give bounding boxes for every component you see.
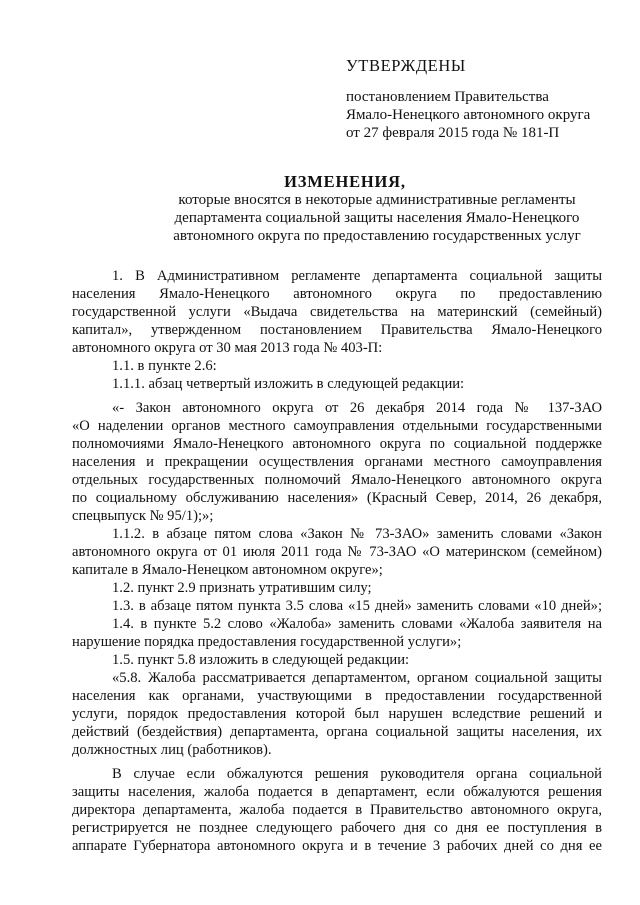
- body-line: действий (бездействия) департамента, органа социальной защиты населения, их: [72, 724, 602, 740]
- body-line: 1. В Административном регламенте департамента социальной защиты: [112, 268, 602, 284]
- approval-line: от 27 февраля 2015 года № 181-П: [346, 125, 560, 141]
- body-line: должностных лиц (работников).: [72, 742, 272, 758]
- body-line: 1.1.1. абзац четвертый изложить в следующей редакции:: [112, 376, 465, 392]
- body-line: населения Ямало-Ненецкого автономного округа по предоставлению: [72, 286, 602, 302]
- body-line: «5.8. Жалоба рассматривается департаментом, органом социальной защиты: [112, 670, 602, 686]
- body-line: 1.5. пункт 5.8 изложить в следующей редакции:: [112, 652, 410, 668]
- body-line: 1.3. в абзаце пятом пункта 3.5 слова «15 дней» заменить словами «10 дней»;: [112, 598, 602, 614]
- approval-heading: УТВЕРЖДЕНЫ: [346, 56, 466, 75]
- body-line: директора департамента, жалоба подается в Правительство автономного округа,: [72, 802, 602, 818]
- body-line: населения и прекращении осуществления органами местного самоуправления: [72, 454, 602, 470]
- body-line: по социальному обслуживанию населения» (Красный Север, 2014, 26 декабря,: [72, 490, 602, 506]
- body-line: автономного округа от 01 июля 2011 года № 73-ЗАО «О материнском (семейном): [72, 544, 602, 560]
- document-subtitle-line: которые вносятся в некоторые административные регламенты: [178, 192, 576, 208]
- body-line: отдельных государственных полномочий Ямало-Ненецкого автономного округа: [72, 472, 602, 488]
- body-line: 1.1.2. в абзаце пятом слова «Закон № 73-ЗАО» заменить словами «Закон: [112, 526, 602, 542]
- body-line: 1.4. в пункте 5.2 слово «Жалоба» заменить словами «Жалоба заявителя на: [112, 616, 602, 632]
- document-title: ИЗМЕНЕНИЯ,: [284, 172, 406, 191]
- body-line: автономного округа от 30 мая 2013 года № 403-П:: [72, 340, 383, 356]
- body-line: В случае если обжалуются решения руководителя органа социальной: [112, 766, 602, 782]
- body-line: спецвыпуск № 95/1);»;: [72, 508, 214, 524]
- body-line: 1.2. пункт 2.9 признать утратившим силу;: [112, 580, 372, 596]
- approval-line: Ямало-Ненецкого автономного округа: [346, 107, 591, 123]
- body-line: аппарате Губернатора автономного округа и в течение 3 рабочих дней со дня ее: [72, 838, 602, 854]
- body-line: защиты населения, жалоба подается в департамент, если обжалуются решения: [72, 784, 602, 800]
- body-line: капитале в Ямало-Ненецком автономном округе»;: [72, 562, 383, 578]
- document-subtitle-line: департамента социальной защиты населения Ямало-Ненецкого: [174, 210, 580, 226]
- body-line: населения как органами, участвующими в предоставлении государственной: [72, 688, 602, 704]
- body-line: 1.1. в пункте 2.6:: [112, 358, 217, 374]
- body-line: полномочиями Ямало-Ненецкого автономного округа по социальной поддержке: [72, 436, 602, 452]
- body-line: государственной услуги «Выдача свидетельства на материнский (семейный): [72, 304, 602, 320]
- body-line: услуги, порядок предоставления которой был нарушен вследствие решений и: [72, 706, 602, 722]
- approval-line: постановлением Правительства: [346, 89, 549, 105]
- body-line: нарушение порядка предоставления государственной услуги»;: [72, 634, 462, 650]
- body-line: регистрируется не позднее следующего рабочего дня со дня ее поступления в: [72, 820, 602, 836]
- body-line: «- Закон автономного округа от 26 декабря 2014 года № 137-ЗАО: [112, 400, 602, 416]
- body-line: капитал», утвержденном постановлением Правительства Ямало-Ненецкого: [72, 322, 602, 338]
- body-line: «О наделении органов местного самоуправления отдельными государственными: [72, 418, 602, 434]
- document-subtitle-line: автономного округа по предоставлению государственных услуг: [173, 228, 581, 244]
